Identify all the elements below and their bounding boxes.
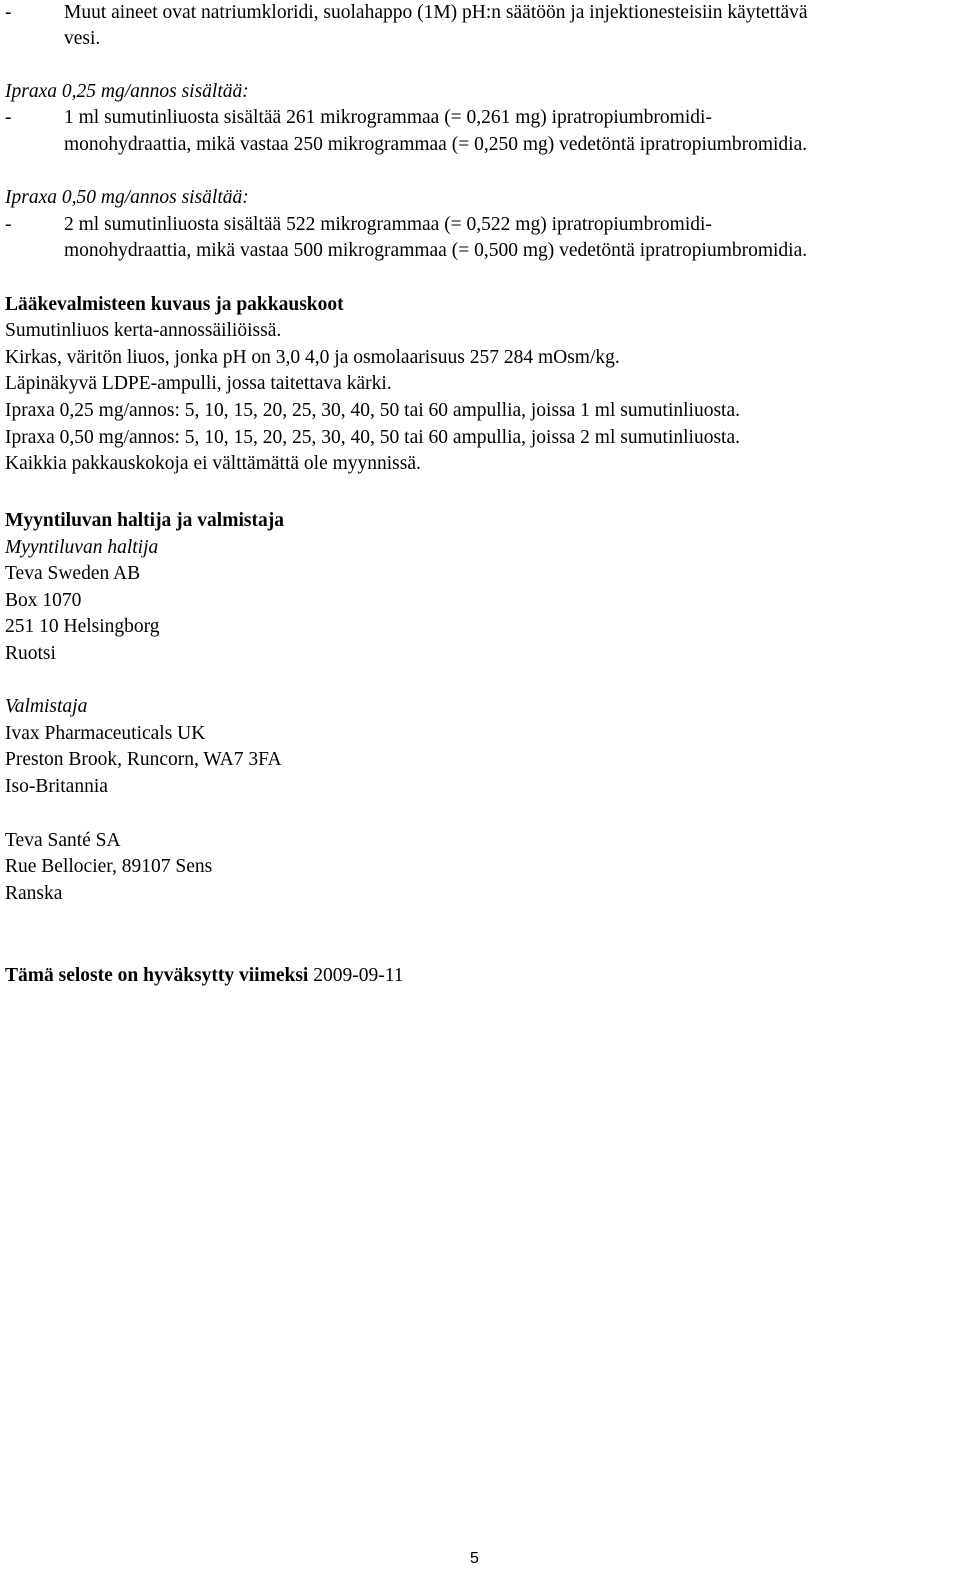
- intro-dash: -: [5, 2, 12, 23]
- manufacturer1-line: Iso-Britannia: [5, 776, 108, 797]
- manufacturer2-line: Teva Santé SA: [5, 830, 121, 851]
- page-number: 5: [470, 1550, 479, 1567]
- manufacturer2-line: Ranska: [5, 883, 63, 904]
- description-heading: Lääkevalmisteen kuvaus ja pakkauskoot: [5, 294, 344, 315]
- dose-025-dash: -: [5, 107, 12, 128]
- approval-date: 2009-09-11: [313, 965, 404, 986]
- description-line: Läpinäkyvä LDPE-ampulli, jossa taitettava kärki.: [5, 373, 392, 394]
- dose-050-heading: Ipraxa 0,50 mg/annos sisältää:: [5, 187, 249, 208]
- holder-section-heading: Myyntiluvan haltija ja valmistaja: [5, 510, 284, 531]
- holder-label: Myyntiluvan haltija: [5, 537, 159, 558]
- description-line: Ipraxa 0,25 mg/annos: 5, 10, 15, 20, 25, 30, 40, 50 tai 60 ampullia, joissa 1 ml sumutinliuosta.: [5, 400, 740, 421]
- intro-line-1: Muut aineet ovat natriumkloridi, suolahappo (1M) pH:n säätöön ja injektionesteisiin käytettävä: [64, 2, 808, 23]
- description-line: Kaikkia pakkauskokoja ei välttämättä ole myynnissä.: [5, 453, 421, 474]
- holder-line: Box 1070: [5, 590, 82, 611]
- holder-line: Ruotsi: [5, 643, 56, 664]
- holder-line: Teva Sweden AB: [5, 563, 141, 584]
- intro-line-2: vesi.: [64, 28, 101, 49]
- approval-line: [5, 963, 404, 989]
- dose-025-line-1: 1 ml sumutinliuosta sisältää 261 mikrogrammaa (= 0,261 mg) ipratropiumbromidi-: [64, 107, 712, 128]
- manufacturer1-line: Ivax Pharmaceuticals UK: [5, 723, 206, 744]
- dose-050-line-2: monohydraattia, mikä vastaa 500 mikrogrammaa (= 0,500 mg) vedetöntä ipratropiumbromidia.: [64, 240, 808, 261]
- dose-050-line-1: 2 ml sumutinliuosta sisältää 522 mikrogrammaa (= 0,522 mg) ipratropiumbromidi-: [64, 214, 712, 235]
- holder-line: 251 10 Helsingborg: [5, 616, 160, 637]
- description-line: Kirkas, väritön liuos, jonka pH on 3,0 4,0 ja osmolaarisuus 257 284 mOsm/kg.: [5, 347, 620, 368]
- dose-025-heading: Ipraxa 0,25 mg/annos sisältää:: [5, 81, 249, 102]
- dose-050-dash: -: [5, 214, 12, 235]
- dose-025-line-2: monohydraattia, mikä vastaa 250 mikrogrammaa (= 0,250 mg) vedetöntä ipratropiumbromidia.: [64, 134, 808, 155]
- manufacturer-label: Valmistaja: [5, 696, 88, 717]
- approval-label: Tämä seloste on hyväksytty viimeksi: [5, 965, 309, 986]
- description-line: Ipraxa 0,50 mg/annos: 5, 10, 15, 20, 25, 30, 40, 50 tai 60 ampullia, joissa 2 ml sumutinliuosta.: [5, 427, 740, 448]
- description-line: Sumutinliuos kerta-annossäiliöissä.: [5, 320, 282, 341]
- manufacturer1-line: Preston Brook, Runcorn, WA7 3FA: [5, 749, 282, 770]
- manufacturer2-line: Rue Bellocier, 89107 Sens: [5, 856, 213, 877]
